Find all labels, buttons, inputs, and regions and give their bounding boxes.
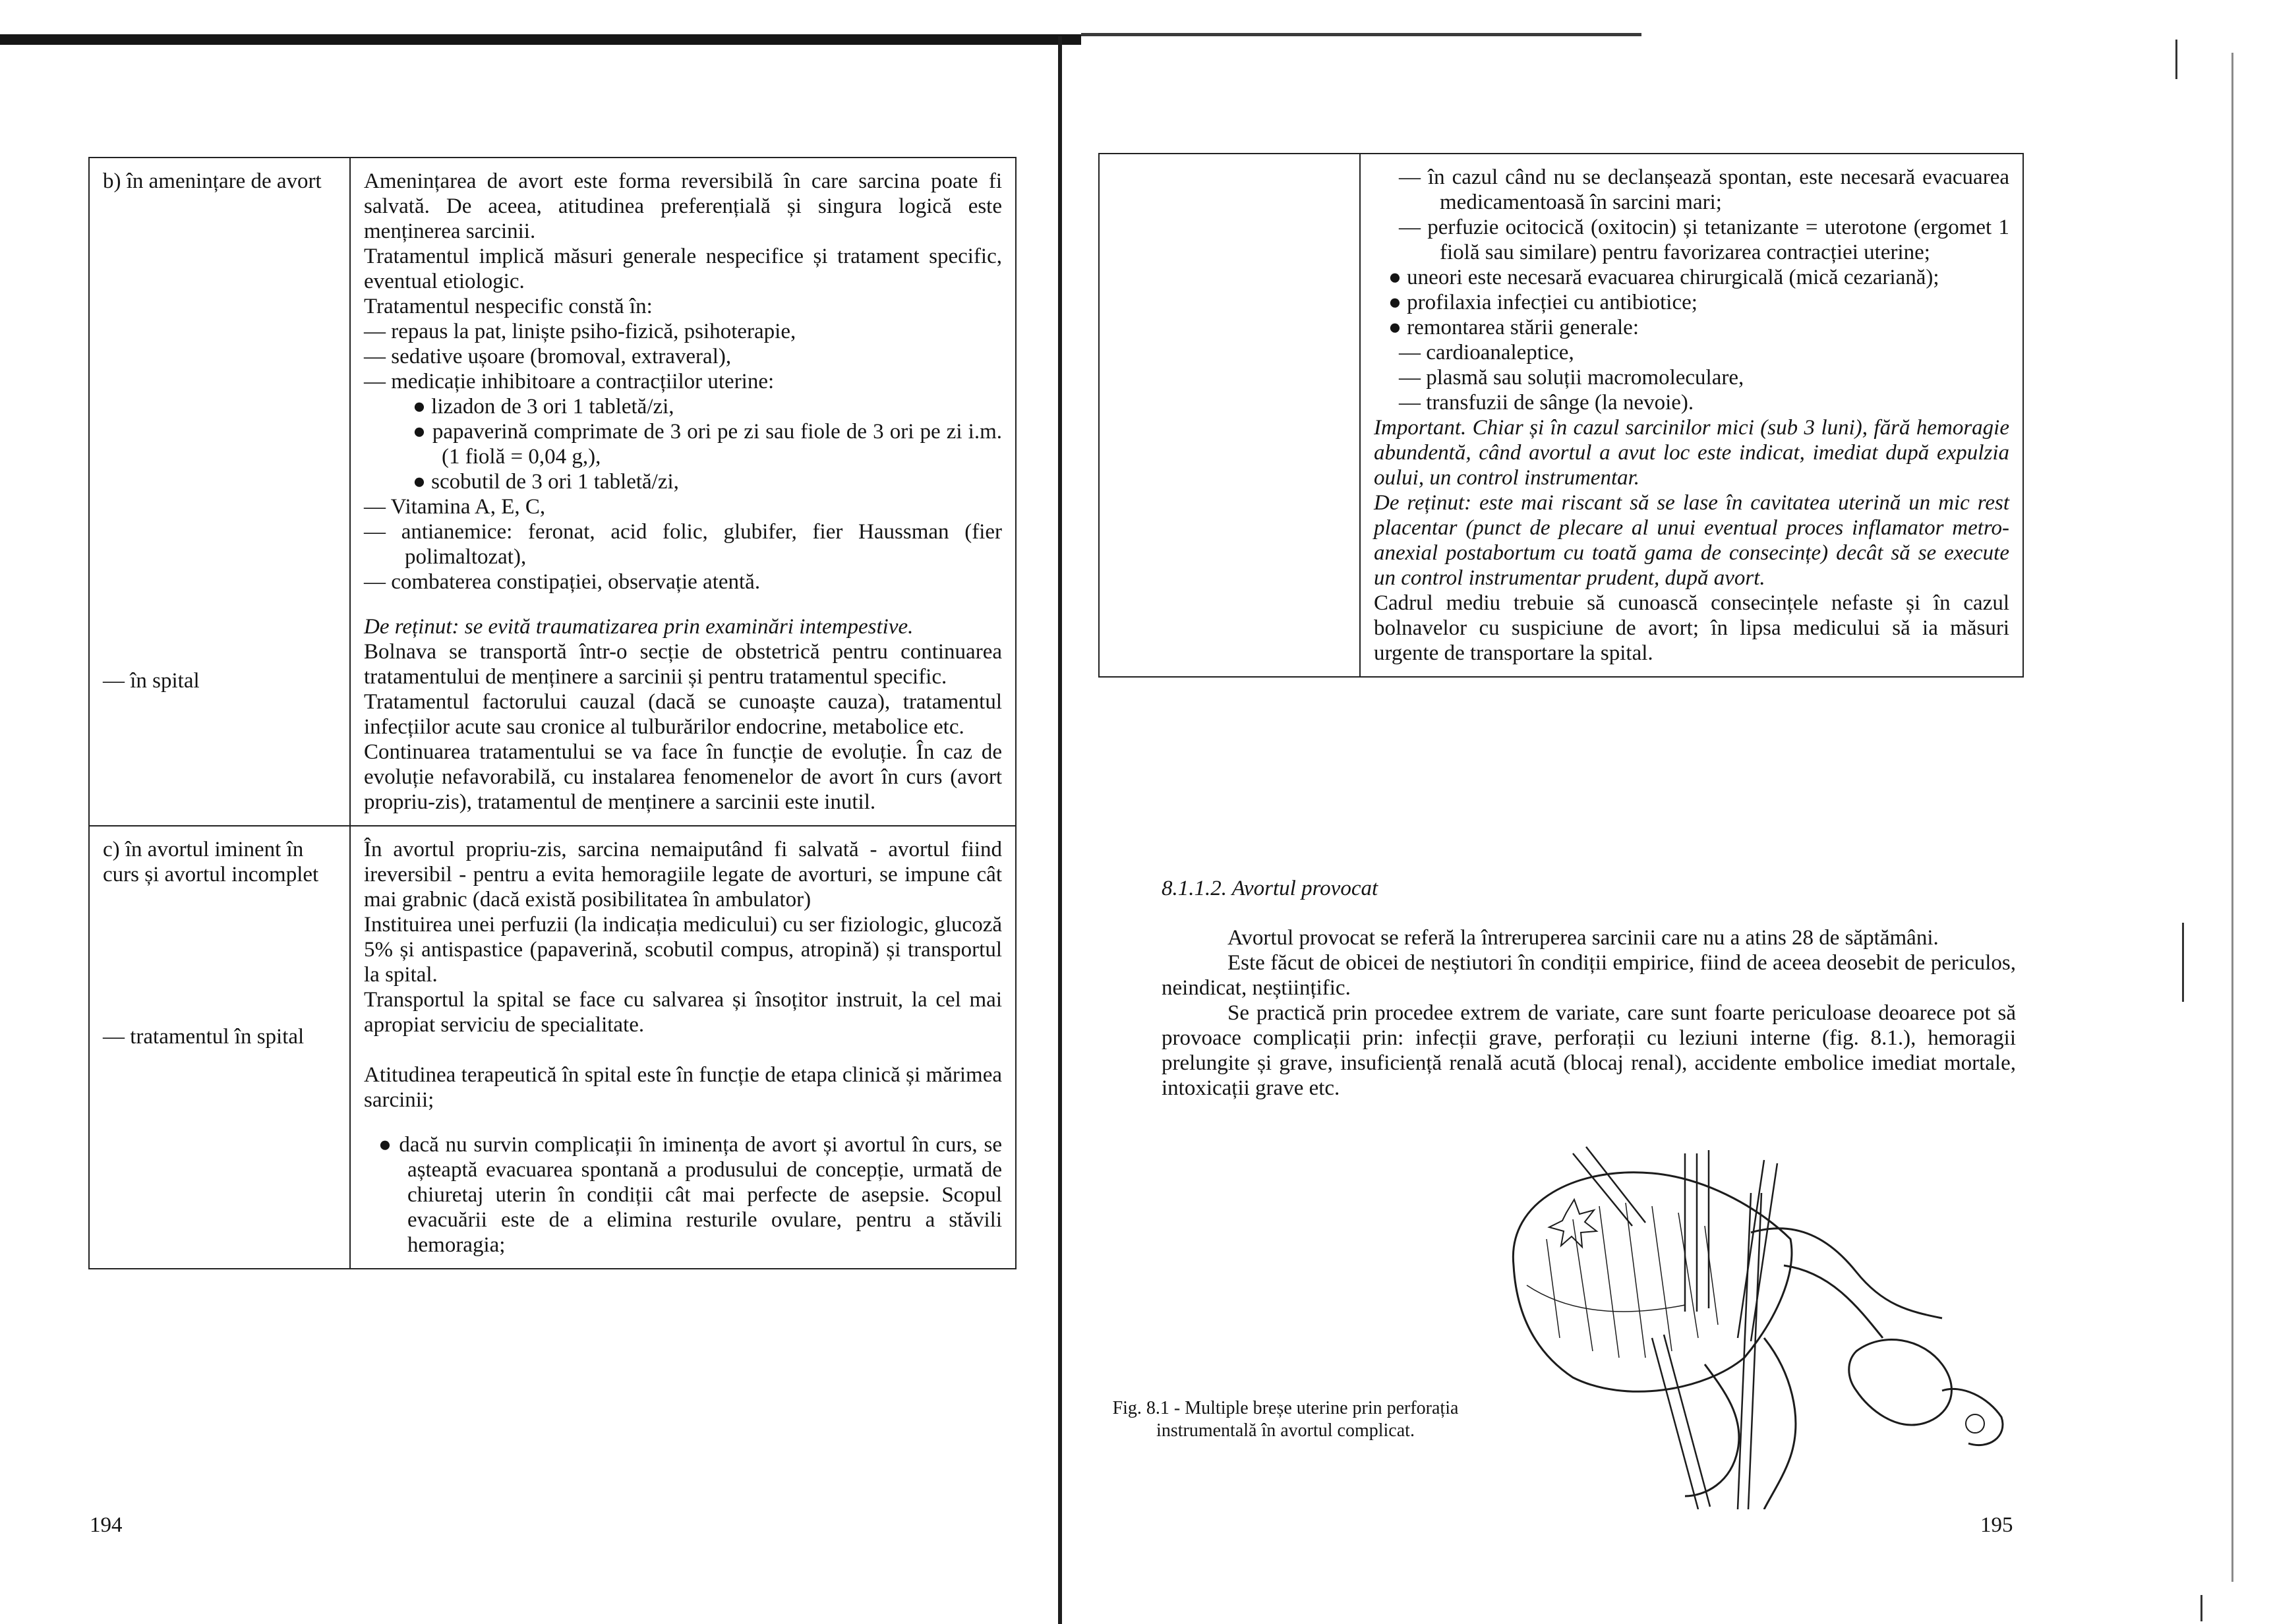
cervix-outline <box>1685 1338 1796 1509</box>
dash-item: — Vitamina A, E, C, <box>364 495 546 519</box>
uterus-perforation-figure <box>1487 1140 2028 1509</box>
top-rule-thin <box>1081 33 1641 36</box>
text-line: Tratamentul implică măsuri generale nespecifice și tratament specific, eventual etiologic. <box>364 245 1002 293</box>
table-row <box>1099 154 2023 677</box>
bullet-item: ● scobutil de 3 ori 1 tabletă/zi, <box>413 470 679 494</box>
right-treatment-table <box>1098 153 2024 678</box>
text-line: În avortul propriu-zis, sarcina nemaiputând fi salvată - avortul fiind ireversibil - pentru a evita hemoragiile legate de avorturi, se impune cât mai grabnic (dacă există posibilitatea în ambulator) <box>364 838 1002 912</box>
note-line: De reținut: este mai riscant să se lase în cavitatea uterină un mic rest placentar (punct de plecare al unui eventual proces inflamator metro-anexial postabortum cu toată gama de consecințe) decât să se execute un control instrumentar prudent, după avort. <box>1374 491 2009 590</box>
dash-item: — repaus la pat, liniște psiho-fizică, psihoterapie, <box>364 320 796 343</box>
text-line: Tratamentul nespecific constă în: <box>364 295 653 318</box>
body-text <box>1162 925 2016 1101</box>
page-number: 195 <box>1980 1513 2013 1537</box>
text-line: Instituirea unei perfuzii (la indicația medicului) cu ser fiziologic, glucoză 5% și antispastice (papaverină, scobutil compus, atropină) și transportul la spital. <box>364 913 1002 987</box>
table-row <box>89 158 1016 826</box>
table-row <box>89 826 1016 1269</box>
text-line: Continuarea tratamentului se va face în funcție de evoluție. În caz de evoluție nefavorabilă, cu instalarea fenomenelor de avort în curs (avort propriu-zis), tratamentul de menținere a sarcinii este inutil. <box>364 740 1002 814</box>
row-content <box>1360 154 2023 677</box>
row-label-text: — tratamentul în spital <box>103 1025 305 1049</box>
left-treatment-table <box>88 157 1017 1269</box>
spacer <box>364 594 1002 614</box>
book-spine <box>1058 36 1062 1624</box>
row-content-block <box>364 639 1002 815</box>
text-line: Tratamentul factorului cauzal (dacă se cunoaște cauza), tratamentul infecțiilor acute sau cronice al tulburărilor endocrine, metabolice etc. <box>364 690 1002 739</box>
row-label-text: c) în avortul iminent în curs și avortul incomplet <box>103 838 319 886</box>
dash-item: — în cazul când nu se declanșează spontan, este necesară evacuarea medicamentoasă în sarcini mari; <box>1399 165 2009 214</box>
row-content-block <box>364 837 1002 1037</box>
dash-item: — perfuzie ocitocică (oxitocin) și tetanizante = uterotone (ergomet 1 fiolă sau similare) pentru favorizarea contracției uterine; <box>1399 216 2009 264</box>
page-number: 194 <box>90 1513 123 1537</box>
row-label <box>1099 154 1360 677</box>
note-line: De reținut: se evită traumatizarea prin examinări intempestive. <box>364 615 914 639</box>
spacer <box>364 1113 1002 1132</box>
row-content <box>350 826 1016 1269</box>
instrument-lines <box>1573 1147 1645 1226</box>
row-content-block <box>364 1062 1002 1258</box>
paragraph: Este făcut de obicei de neștiutori în condiții empirice, fiind de aceea deosebit de periculos, neindicat, neștiințific. <box>1162 951 2016 1000</box>
bullet-item: ● uneori este necesară evacuarea chirurgicală (mică cezariană); <box>1388 266 1939 289</box>
row-label-text: b) în amenințare de avort <box>103 169 322 193</box>
text-line: Bolnava se transportă într-o secție de obstetrică pentru continuarea tratamentului de menținere a sarcinii și pentru tratamentul specific. <box>364 640 1002 689</box>
dash-item: — antianemice: feronat, acid folic, glubifer, fier Haussman (fier polimaltozat), <box>364 520 1002 569</box>
dash-item: — combaterea constipației, observație atentă. <box>364 570 761 594</box>
ovary-outline <box>1849 1340 1952 1425</box>
dash-item: — transfuzii de sânge (la nevoie). <box>1399 391 1694 415</box>
bullet-item: ● papaverină comprimate de 3 ori pe zi sau fiole de 3 ori pe zi i.m. (1 fiolă = 0,04 g,), <box>413 420 1002 469</box>
edge-mark <box>2200 1595 2202 1621</box>
bullet-item: ● remontarea stării generale: <box>1388 316 1639 339</box>
row-content <box>350 158 1016 826</box>
paragraph: Se practică prin procedee extrem de variate, care sunt foarte periculoase deoarece pot să provoace complicații prin: infecții grave, perforații cu leziuni interne (fig. 8.1.), hemoragii prelungite și grave, insuficiență renală acută (blocaj renal), accidente embolice imediat mortale, intoxicații grave etc. <box>1162 1001 2016 1100</box>
bullet-item: ● profilaxia infecției cu antibiotice; <box>1388 291 1697 314</box>
row-label <box>89 826 350 1269</box>
row-content-block <box>364 169 1002 639</box>
edge-mark <box>2182 923 2184 1002</box>
edge-mark <box>2175 40 2177 79</box>
dash-item: — cardioanaleptice, <box>1399 341 1574 364</box>
text-line: Cadrul mediu trebuie să cunoască consecințele nefaste și în cazul bolnavelor cu suspiciune de avort; în lipsa medicului să ia măsuri urgente de transportare la spital. <box>1374 591 2009 665</box>
text-line: Atitudinea terapeutică în spital este în funcție de etapa clinică și mărimea sarcinii; <box>364 1063 1002 1112</box>
dash-item: — plasmă sau soluții macromoleculare, <box>1399 366 1744 390</box>
figure-caption: Fig. 8.1 - Multiple breșe uterine prin perforația instrumentală în avortul complicat. <box>1112 1398 1459 1441</box>
paragraph: Avortul provocat se referă la întreruperea sarcinii care nu a atins 28 de săptămâni. <box>1227 926 1939 950</box>
section-heading: 8.1.1.2. Avortul provocat <box>1162 877 1378 900</box>
dash-item: — sedative ușoare (bromoval, extraveral), <box>364 345 732 368</box>
top-rule <box>0 34 1081 45</box>
dash-item: — medicație inhibitoare a contracțiilor uterine: <box>364 370 775 393</box>
tube-outline <box>1751 1229 1942 1338</box>
row-label <box>89 158 350 826</box>
page-edge <box>2231 53 2233 1582</box>
bullet-item: ● dacă nu survin complicații în iminența de avort și avortul în curs, se așteaptă evacuarea spontană a produsului de concepție, urmată de chiuretaj uterin în condiții cât mai perfecte de asepsie. Scopul evacuării este de a elimina resturile ovulare, pentru a stăvili hemoragia; <box>378 1133 1002 1257</box>
text-line: Transportul la spital se face cu salvarea și însoțitor instruit, la cel mai apropiat serviciu de specialitate. <box>364 988 1002 1037</box>
note-line: Important. Chiar și în cazul sarcinilor mici (sub 3 luni), fără hemoragie abundentă, când avortul a avut loc este indicat, imediat după expulzia oului, un control instrumentar. <box>1374 416 2009 490</box>
bullet-item: ● lizadon de 3 ori 1 tabletă/zi, <box>413 395 674 419</box>
text-line: Amenințarea de avort este forma reversibilă în care sarcina poate fi salvată. De aceea, atitudinea preferențială și singura logică este menținerea sarcinii. <box>364 169 1002 243</box>
row-label-text: — în spital <box>103 669 200 693</box>
